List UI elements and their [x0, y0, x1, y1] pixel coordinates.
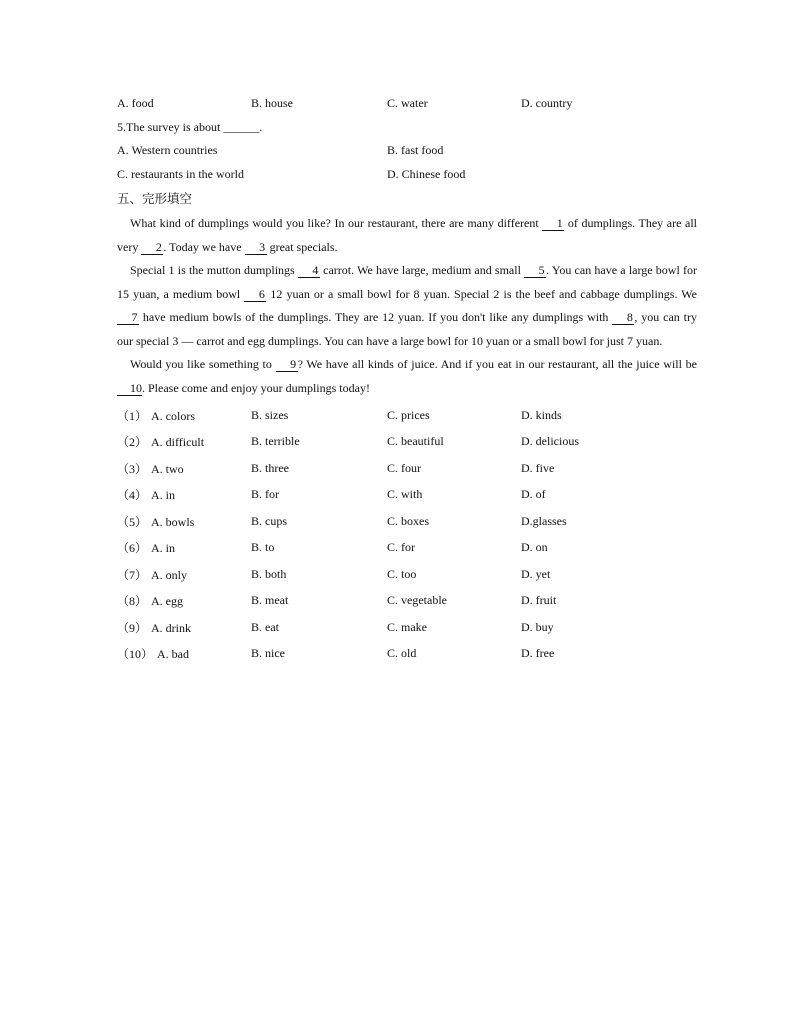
q5-option-c: C. restaurants in the world — [117, 166, 244, 181]
question-number: （1） — [117, 408, 148, 423]
option-a: A. bowls — [151, 514, 195, 529]
document-page — [117, 92, 697, 667]
question-number: （10） — [117, 647, 154, 662]
cloze-question-row — [117, 641, 697, 668]
option-d: D. free — [521, 646, 555, 661]
option-a: A. bad — [157, 647, 189, 662]
option-b: B. to — [251, 540, 275, 555]
passage-text: . Please come and enjoy your dumplings today! — [142, 380, 370, 395]
passage-text: 12 yuan or a small bowl for 8 yuan. Special 2 is the beef and cabbage dumplings. We — [266, 286, 698, 301]
option-b: B. cups — [251, 513, 287, 528]
option-b: B. meat — [251, 593, 289, 608]
passage-paragraph-3 — [117, 353, 697, 400]
option-c: C. with — [387, 487, 423, 502]
option-d: D. delicious — [521, 434, 579, 449]
option-d: D.glasses — [521, 513, 567, 528]
cloze-question-row — [117, 402, 697, 429]
passage-text: Would you like something to — [130, 357, 276, 371]
q5-options-row1 — [117, 139, 697, 163]
option-c: C. boxes — [387, 513, 429, 528]
blank-4: 4 — [298, 263, 320, 278]
passage-text: . Today we have — [163, 239, 245, 254]
option-a: A. only — [151, 567, 187, 582]
option-c: C. old — [387, 646, 417, 661]
option-d: D. five — [521, 460, 555, 475]
question-number: （5） — [117, 514, 148, 529]
option-c: C. four — [387, 460, 421, 475]
question-number: （4） — [117, 488, 148, 503]
question-number: （9） — [117, 620, 148, 635]
passage-text: carrot. We have large, medium and small — [319, 263, 525, 277]
q4-option-a: A. food — [117, 96, 154, 111]
option-b: B. sizes — [251, 407, 289, 422]
option-b: B. eat — [251, 619, 279, 634]
section-heading: 五、完形填空 — [117, 191, 193, 206]
passage-text: , you can try our special 3 — carrot and egg dumplings. You can have a large bowl for 10 yuan or a small bowl for just 7 yuan. — [117, 310, 697, 348]
blank-8: 8 — [612, 310, 634, 325]
option-a: A. drink — [151, 620, 191, 635]
option-c: C. make — [387, 619, 427, 634]
passage-paragraph-2 — [117, 259, 697, 353]
q5-stem: 5.The survey is about ______. — [117, 119, 263, 134]
option-c: C. for — [387, 540, 415, 555]
cloze-question-row — [117, 508, 697, 535]
option-d: D. on — [521, 540, 548, 555]
q5-option-d: D. Chinese food — [387, 166, 466, 181]
cloze-passage — [117, 212, 697, 400]
option-c: C. prices — [387, 407, 430, 422]
cloze-question-row — [117, 614, 697, 641]
passage-text: great specials. — [266, 239, 338, 254]
question-number: （8） — [117, 594, 148, 609]
q5-option-a: A. Western countries — [117, 143, 218, 158]
blank-5: 5 — [524, 263, 546, 278]
question-number: （2） — [117, 435, 148, 450]
q4-option-c: C. water — [387, 96, 428, 111]
option-d: D. yet — [521, 566, 551, 581]
cloze-question-row — [117, 455, 697, 482]
cloze-question-row — [117, 561, 697, 588]
blank-10: 10 — [117, 381, 142, 396]
passage-paragraph-1 — [117, 212, 697, 259]
blank-3: 3 — [245, 240, 267, 255]
option-d: D. of — [521, 487, 546, 502]
cloze-options — [117, 402, 697, 667]
cloze-question-row — [117, 535, 697, 562]
option-d: D. buy — [521, 619, 554, 634]
option-a: A. difficult — [151, 435, 205, 450]
option-c: C. beautiful — [387, 434, 444, 449]
question-number: （6） — [117, 541, 148, 556]
question-number: （3） — [117, 461, 148, 476]
option-c: C. too — [387, 566, 417, 581]
passage-text: . You can have a large bowl for 15 yuan, a medium bowl — [117, 263, 697, 301]
option-d: D. kinds — [521, 407, 562, 422]
passage-text: have medium bowls of the dumplings. They are 12 yuan. If you don't like any dumplings with — [139, 310, 613, 324]
option-b: B. terrible — [251, 434, 300, 449]
blank-7: 7 — [117, 310, 139, 325]
blank-6: 6 — [244, 287, 266, 302]
option-a: A. in — [151, 488, 175, 503]
option-a: A. two — [151, 461, 184, 476]
question-number: （7） — [117, 567, 148, 582]
blank-1: 1 — [542, 216, 564, 231]
passage-text: Special 1 is the mutton dumplings — [130, 263, 298, 277]
option-b: B. three — [251, 460, 289, 475]
option-d: D. fruit — [521, 593, 557, 608]
q5-options-row2 — [117, 163, 697, 187]
option-c: C. vegetable — [387, 593, 447, 608]
option-b: B. both — [251, 566, 287, 581]
passage-text: of dumplings. They are all very — [117, 216, 698, 254]
q4-option-d: D. country — [521, 96, 573, 111]
blank-2: 2 — [141, 240, 163, 255]
passage-text: ? We have all kinds of juice. And if you eat in our restaurant, all the juice will be — [297, 357, 697, 371]
q4-option-b: B. house — [251, 96, 293, 111]
cloze-question-row — [117, 429, 697, 456]
option-b: B. nice — [251, 646, 285, 661]
blank-9: 9 — [276, 357, 298, 372]
option-a: A. in — [151, 541, 175, 556]
cloze-question-row — [117, 482, 697, 509]
passage-text: What kind of dumplings would you like? In our restaurant, there are many different — [130, 216, 543, 230]
option-a: A. egg — [151, 594, 183, 609]
cloze-question-row — [117, 588, 697, 615]
q4-options — [117, 92, 697, 116]
q5-option-b: B. fast food — [387, 143, 444, 158]
option-a: A. colors — [151, 408, 195, 423]
option-b: B. for — [251, 487, 279, 502]
